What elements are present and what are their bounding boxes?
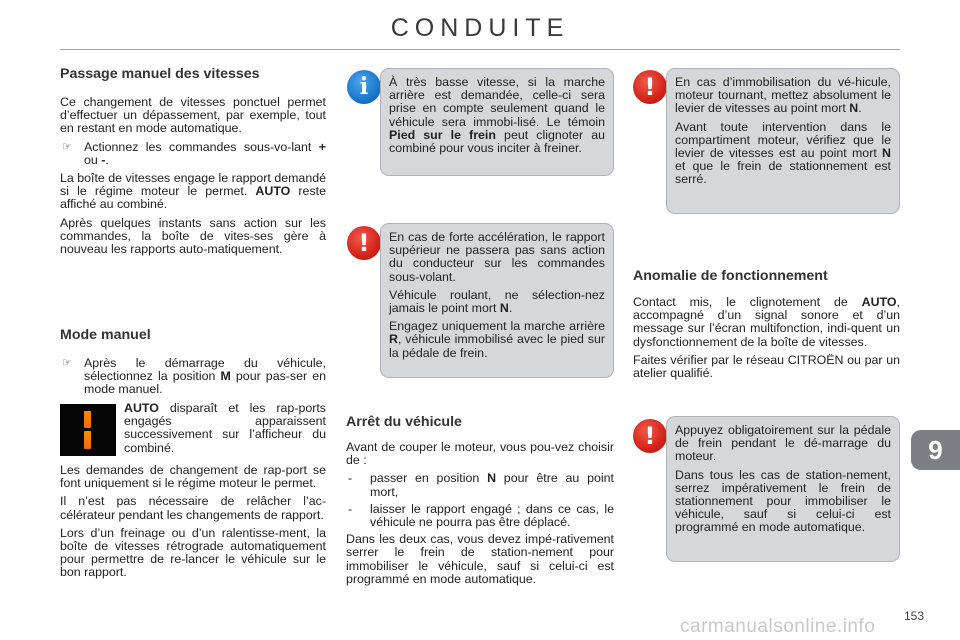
manual-shift-auto-text: Après quelques instants sans action sur les commandes, la boîte de vites-ses gère à nouveau les rapports auto-matiquement. bbox=[60, 215, 326, 257]
vehicle-stop-heading: Arrêt du véhicule bbox=[346, 414, 462, 430]
vehicle-stop-intro: Avant de couper le moteur, vous pou-vez choisir de : bbox=[346, 440, 614, 468]
title-divider bbox=[60, 49, 900, 50]
watermark-text: carmanualsonline.info bbox=[680, 616, 876, 637]
warning-box-acceleration bbox=[380, 223, 614, 378]
warning-brake-p2: Dans tous les cas de station-nement, serrez impérativement le frein de stationnement pour immobiliser le véhicule, sauf si celui-ci est programmé en mode automatique. bbox=[675, 467, 891, 535]
auto-disappears-text: AUTO disparaît et les rap-ports engagés apparaissent successivement sur l’afficheur du combiné. bbox=[124, 401, 326, 455]
warning-acceleration-p2: Véhicule roulant, ne sélection-nez jamais le point mort N. bbox=[389, 287, 605, 316]
vehicle-stop-option-2: - laisser le rapport engagé ; dans ce cas, le véhicule ne pourra pas être déplacé. bbox=[348, 501, 614, 530]
warning-icon: ! bbox=[347, 226, 381, 260]
mode-manual-p2: Il n’est pas nécessaire de relâcher l’ac-célérateur pendant les changements de rapport. bbox=[60, 494, 326, 522]
display-digit-segment bbox=[84, 411, 91, 428]
pointing-hand-icon: ☞ bbox=[62, 357, 72, 369]
fault-section bbox=[633, 268, 900, 385]
warning-acceleration-p3: Engagez uniquement la marche arrière R, véhicule immobilisé avec le pied sur la pédale de frein. bbox=[389, 319, 605, 360]
vehicle-stop-option-1: - passer en position N pour être au point mort, bbox=[348, 471, 614, 499]
manual-shift-intro: Ce changement de vitesses ponctuel permet d’effectuer un dépassement, par exemple, tout en restant en mode automatique. bbox=[60, 95, 326, 136]
mode-manual-bullet: ☞ Après le démarrage du véhicule, sélectionnez la position M pour pas-ser en mode manuel. bbox=[62, 356, 326, 397]
page-number: 153 bbox=[904, 609, 925, 623]
fault-p2: Faites vérifier par le réseau CITROËN ou par un atelier qualifié. bbox=[633, 352, 900, 381]
warning-icon: ! bbox=[633, 419, 667, 453]
vehicle-stop-outro: Dans les deux cas, vous devez impé-rativement serrer le frein de station-nement pour immobiliser le véhicule, sauf si celui-ci est programmé en mode automatique. bbox=[346, 532, 614, 586]
info-box-reverse: À très basse vitesse, si la marche arrière est demandée, celle-ci sera prise en compte seulement quand le véhicule sera immobi-lisé. Le témoin Pied sur le frein peut clignoter au combiné pour vous inciter à freiner. bbox=[380, 68, 614, 176]
fault-p1: Contact mis, le clignotement de AUTO, accompagné d’un signal sonore et d’un message sur l’écran multifonction, indi-quent un dysfonctionnement de la boîte de vitesses. bbox=[633, 295, 900, 349]
warning-acceleration-p1: En cas de forte accélération, le rapport supérieur ne passera pas sans action du conducteur sur les commandes sous-volant. bbox=[389, 230, 605, 284]
mode-manual-p1: Les demandes de changement de rap-port se font uniquement si le régime moteur le permet. bbox=[60, 463, 326, 491]
manual-shift-heading: Passage manuel des vitesses bbox=[60, 66, 260, 82]
warning-icon: ! bbox=[633, 70, 667, 104]
vehicle-stop-section bbox=[346, 414, 614, 591]
warning-box-immobilisation bbox=[666, 68, 900, 214]
display-digit-segment bbox=[84, 431, 91, 449]
manual-shift-bullet: ☞ Actionnez les commandes sous-vo-lant + ou -. bbox=[62, 139, 326, 167]
gear-display-image bbox=[60, 404, 116, 456]
info-icon: i bbox=[347, 70, 381, 104]
fault-heading: Anomalie de fonctionnement bbox=[633, 268, 828, 284]
warning-box-brake bbox=[666, 416, 900, 562]
mode-manual-section bbox=[60, 327, 326, 402]
page-title: CONDUITE bbox=[390, 14, 570, 42]
warning-brake-p1: Appuyez obligatoirement sur la pédale de frein pendant le dé-marrage du moteur. bbox=[675, 423, 891, 464]
chapter-tab[interactable] bbox=[911, 430, 960, 470]
manual-shift-engage-text: La boîte de vitesses engage le rapport demandé si le régime moteur le permet. AUTO reste affiché au combiné. bbox=[60, 171, 326, 212]
mode-manual-heading: Mode manuel bbox=[60, 327, 151, 343]
warning-immobilisation-p1: En cas d’immobilisation du vé-hicule, moteur tournant, mettez absolument le levier de vitesses au point mort N. bbox=[675, 75, 891, 116]
mode-manual-p3: Lors d’un freinage ou d’un ralentisse-ment, la boîte de vitesses rétrograde automatiquement pour permettre de re-lancer le véhicule sur le bon rapport. bbox=[60, 525, 326, 580]
left-column bbox=[60, 66, 326, 261]
pointing-hand-icon: ☞ bbox=[62, 140, 72, 153]
chapter-number: 9 bbox=[928, 435, 943, 465]
mode-manual-body bbox=[60, 464, 326, 585]
warning-immobilisation-p2: Avant toute intervention dans le compartiment moteur, vérifiez que le levier de vitesses est au point mort N et que le frein de stationnement est serré. bbox=[675, 119, 891, 187]
